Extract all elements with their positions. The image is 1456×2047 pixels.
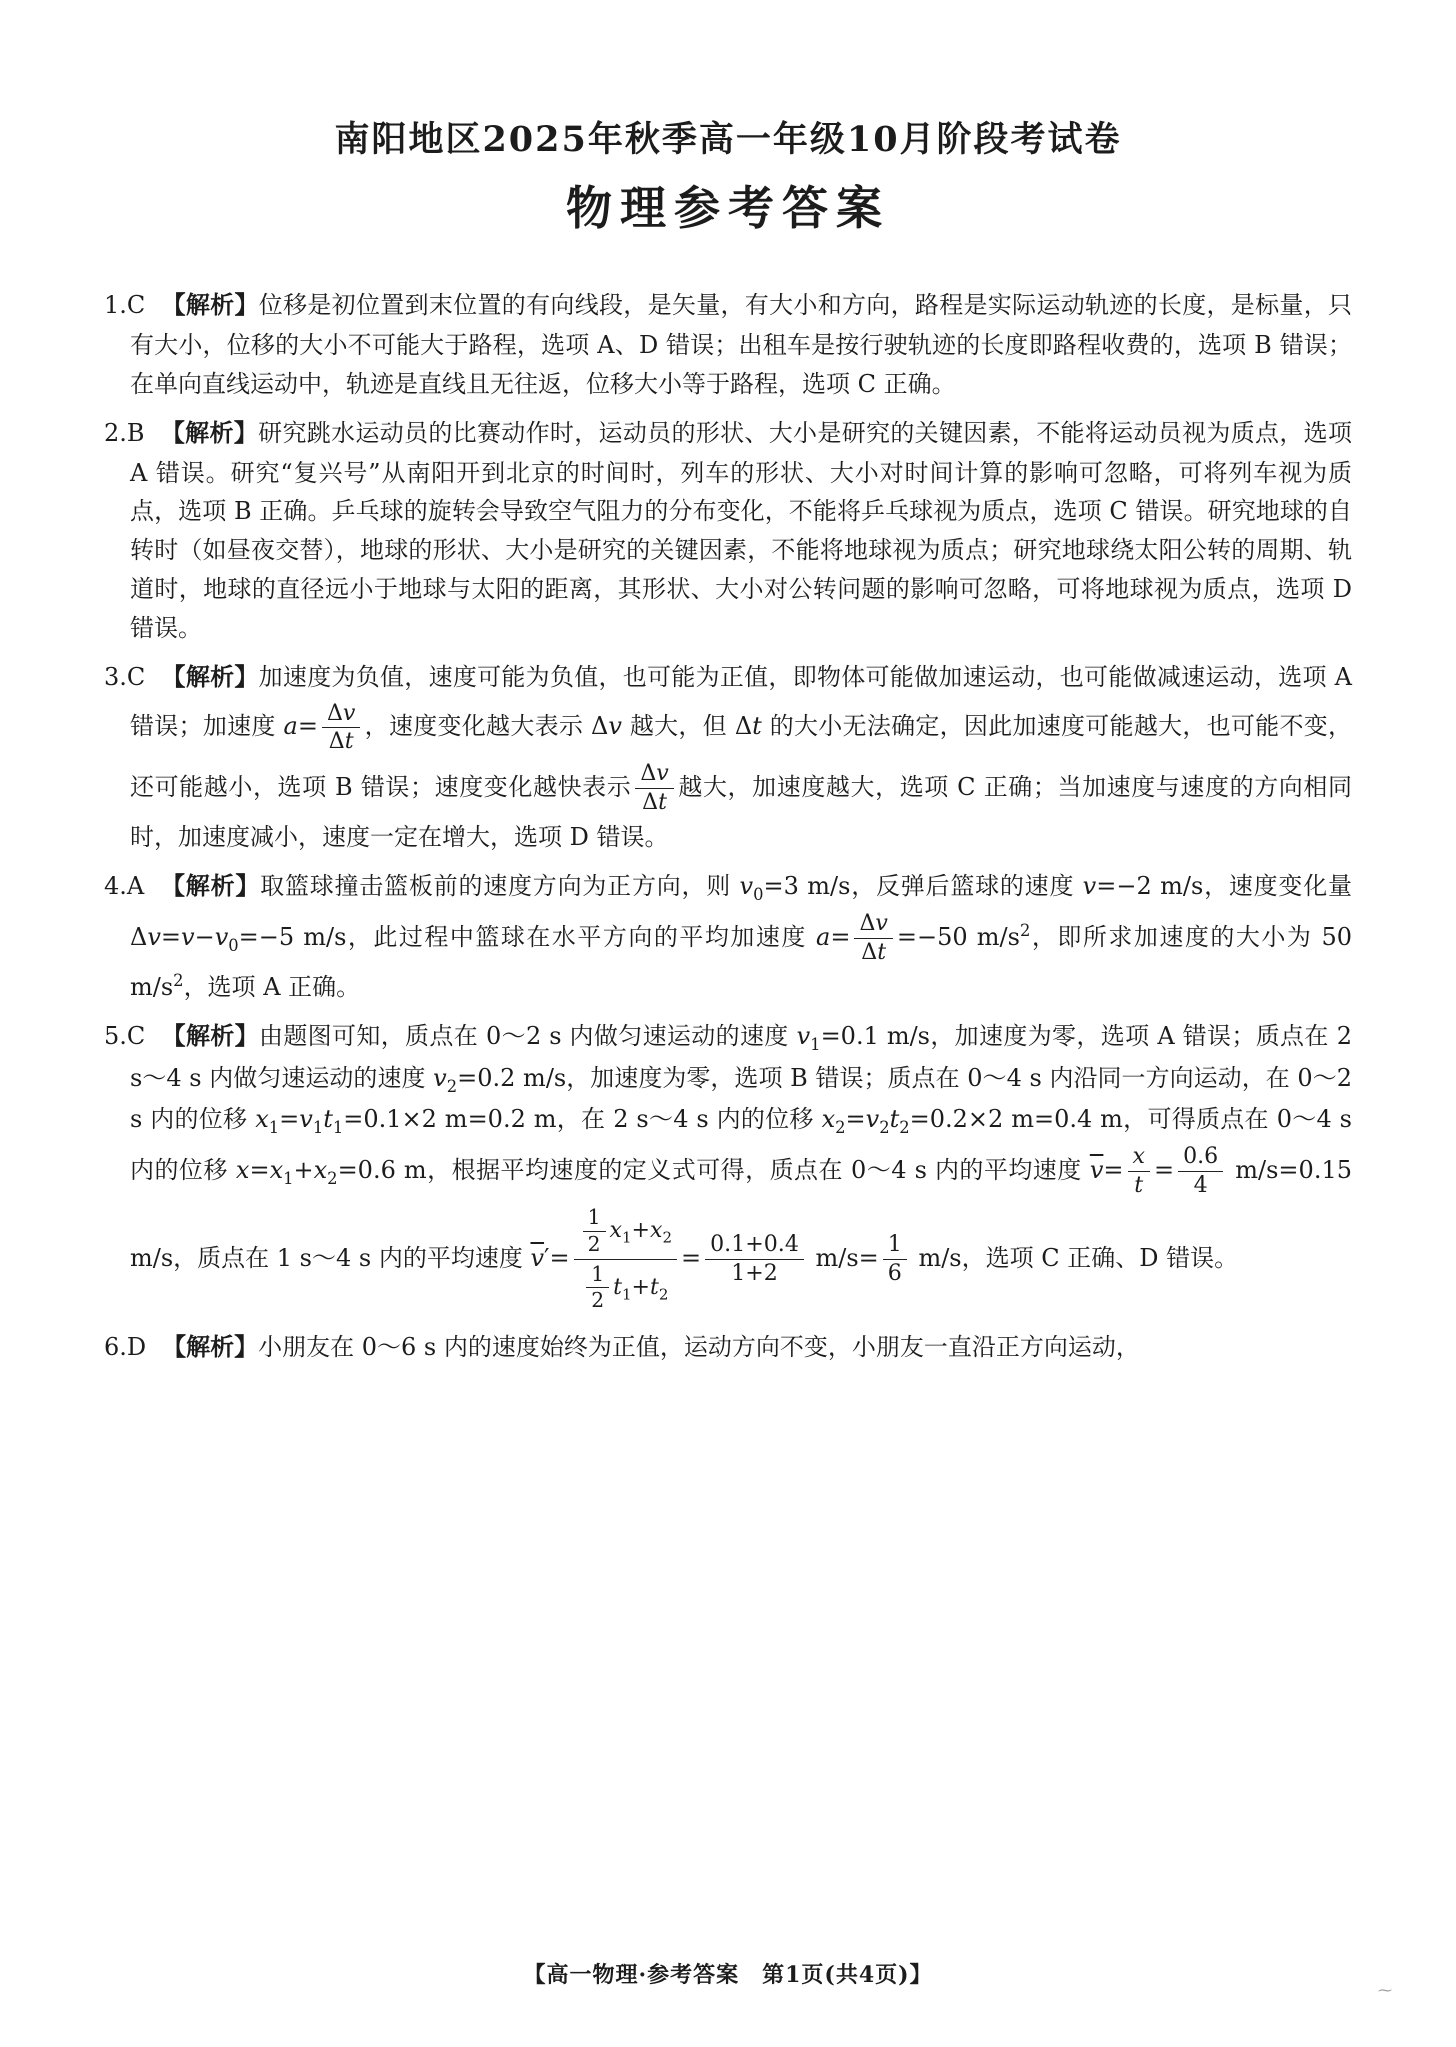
variable: x (313, 1155, 328, 1184)
variable: v (214, 922, 229, 951)
subscript: 2 (879, 1117, 890, 1137)
superscript: 2 (173, 971, 184, 991)
answer-number: 5.C (104, 1022, 146, 1051)
subscript: 0 (228, 935, 239, 955)
variable: t (344, 729, 354, 755)
answer-item (104, 1328, 1352, 1368)
variable: v (342, 700, 356, 726)
answer-text: 小朋友在 0～6 s 内的速度始终为正值，运动方向不变，小朋友一直沿正方向运动， (258, 1332, 1140, 1361)
fraction: $\frac{0.1+0.4}{1+2}$ (705, 1231, 804, 1287)
variable: t (889, 1104, 900, 1133)
fraction: $\frac{1}{6}$ (883, 1231, 907, 1287)
variable: a (816, 922, 831, 951)
variable: v (1082, 872, 1097, 900)
variable: $\overline{v}$ (1089, 1155, 1104, 1184)
variable: v (181, 922, 195, 951)
subscript: 1 (268, 1117, 280, 1137)
variable: a (283, 712, 298, 741)
answer-number: 2.B (104, 418, 145, 447)
analysis-label: 【解析】 (160, 873, 261, 900)
answer-item (104, 414, 1352, 648)
subscript: 2 (835, 1117, 846, 1137)
variable: t (1134, 1172, 1144, 1198)
analysis-label: 【解析】 (161, 663, 259, 691)
analysis-label: 【解析】 (160, 419, 259, 447)
subscript: 2 (327, 1168, 338, 1188)
answer-text: 加速度为负值，速度可能为负值，也可能为正值，即物体可能做加速运动，也可能做减速运动，选项 A 错误；加速度 a= $\frac{\Delta v}{\Delta t}$ ，速度变化越大表示 Δv 越大，但 Δt 的大小无法确定，因此加速度可能越大，也可能不变，还可能越小，选项 B 错误；速度变化越快表示 $\frac{\Delta v}{\Delta t}$ 越大，加速度越大，选项 C 正确；当加速度与速度的方向相同时，加速度减小，速度一定在增大，选项 D 错误。 (130, 662, 1353, 852)
overbar-variable (1090, 1156, 1104, 1184)
variable: v (739, 872, 754, 900)
variable: x (269, 1155, 284, 1184)
fraction: $\frac{1}{2}$ (586, 1262, 609, 1314)
answers-list (104, 286, 1352, 1368)
subscript: 2 (662, 1228, 673, 1247)
subscript: 1 (312, 1117, 324, 1137)
subscript: 1 (283, 1168, 294, 1188)
fraction: $\frac{\Delta v}{\Delta t}$ (635, 760, 673, 816)
variable: t (613, 1274, 622, 1300)
answer-number: 4.A (104, 872, 145, 900)
variable: v (147, 922, 161, 951)
analysis-label: 【解析】 (162, 1333, 259, 1361)
subscript: 1 (332, 1117, 344, 1137)
variable: x (650, 1218, 663, 1244)
answer-number: 1.C (104, 291, 146, 319)
fraction: $\frac{1}{2}$ $x_1+x_2$ $\frac{1}{2}$ $t_1+t_2$ (574, 1203, 677, 1316)
overbar-variable (530, 1244, 544, 1272)
answer-item (104, 1017, 1352, 1317)
variable: x (255, 1104, 269, 1133)
answer-number: 6.D (104, 1332, 147, 1361)
answer-item (104, 658, 1352, 857)
variable: x (235, 1155, 250, 1184)
exam-title: 南阳地区2025年秋季高一年级10月阶段考试卷 (334, 119, 1122, 160)
subscript: 0 (753, 884, 764, 904)
answers-title: 物理参考答案 (566, 181, 890, 235)
subscript: 2 (658, 1285, 669, 1304)
variable: v (299, 1104, 313, 1133)
answer-text: 由题图可知，质点在 0～2 s 内做匀速运动的速度 $v_1=0.1$ m/s，加速度为零，选项 A 错误；质点在 2 s～4 s 内做匀速运动的速度 $v_2=0.2$ m/s，加速度为零，选项 B 错误；质点在 0～4 s 内沿同一方向运动，在 0～2 s 内的位移 $x_1=v_1t_1=0.1\times 2$ m=0.2 m，在 2 s～4 s 内的位移 $x_2=v_2t_2=0.2\times 2$ m=0.4 m，可得质点在 0～4 s 内的位移 $x=x_1+x_2=0.6$ m，根据平均速度的定义式可得，质点在 0～4 s 内的平均速度 $\overline{v}=$ $\frac{x}{t}$ = $\frac{0.6}{4}$ m/s=0.15 m/s，质点在 1 s～4 s 内的平均速度 $\overline{v}'=$ $\frac{1}{2}$ $x_1+x_2$ $\frac{1}{2}$ $t_1+t_2$ = $\frac{0.1+0.4}{1+2}$ m/s= $\frac{1}{6}$ m/s，选项 C 正确、D 错误。 (130, 1022, 1352, 1272)
variable: t (650, 1274, 659, 1300)
fraction (1128, 1143, 1150, 1199)
subscript: 2 (446, 1076, 458, 1096)
variable: x (821, 1104, 836, 1133)
variable: x (1132, 1143, 1145, 1169)
variable: v (656, 760, 669, 786)
variable: $\overline{v}$ (530, 1243, 545, 1272)
variable: x (609, 1218, 622, 1244)
variable: v (865, 1104, 880, 1133)
variable: v (875, 911, 888, 937)
variable: t (323, 1104, 333, 1133)
variable: v (608, 712, 622, 741)
fraction: $\frac{1}{2}$ (583, 1205, 606, 1257)
analysis-label: 【解析】 (161, 1023, 259, 1051)
variable: v (796, 1022, 811, 1051)
answer-text: 位移是初位置到末位置的有向线段，是矢量，有大小和方向，路程是实际运动轨迹的长度，是标量，只有大小，位移的大小不可能大于路程，选项 A、D 错误；出租车是按行驶轨迹的长度即路程收费的，选项 B 错误；在单向直线运动中，轨迹是直线且无往返，位移大小等于路程，选项 C 正确。 (130, 291, 1353, 398)
scan-artifact: ⁓ (1378, 1982, 1392, 1999)
answer-item (104, 286, 1352, 404)
answer-text: 研究跳水运动员的比赛动作时，运动员的形状、大小是研究的关键因素，不能将运动员视为质点，选项 A 错误。研究“复兴号”从南阳开到北京的时间时，列车的形状、大小对时间计算的影响可忽略，可将列车视为质点，选项 B 正确。乒乓球的旋转会导致空气阻力的分布变化，不能将乒乓球视为质点，选项 C 错误。研究地球的自转时（如昼夜交替），地球的形状、大小是研究的关键因素，不能将地球视为质点；研究地球绕太阳公转的周期、轨道时，地球的直径远小于地球与太阳的距离，其形状、大小对公转问题的影响可忽略，可将地球视为质点，选项 D 错误。 (130, 418, 1352, 642)
page-footer: 【高一物理·参考答案 第1页(共4页)】 (523, 1962, 933, 1988)
answer-text: 取篮球撞击篮板前的速度方向为正方向，则 $v_0=3$ m/s，反弹后篮球的速度 v=−2 m/s，速度变化量 $\Delta v=v-v_0=-5$ m/s，此过程中篮球在水平方向的平均加速度 a= $\frac{\Delta v}{\Delta t}$ =−50 $m/s^2$，即所求加速度的大小为 50 $m/s^2$，选项 A 正确。 (130, 872, 1353, 1002)
variable: t (877, 939, 887, 965)
superscript: 2 (1019, 920, 1031, 940)
subscript: 1 (810, 1035, 821, 1055)
variable: t (658, 789, 667, 815)
subscript: 1 (621, 1285, 632, 1304)
subscript: 1 (621, 1228, 632, 1247)
fraction: $\frac{0.6}{4}$ (1178, 1143, 1223, 1199)
fraction: $\frac{\Delta v}{\Delta t}$ (322, 700, 360, 756)
answer-item (104, 867, 1352, 1007)
subscript: 2 (899, 1117, 910, 1137)
variable: t (752, 712, 762, 741)
answer-number: 3.C (104, 662, 146, 691)
variable: v (433, 1063, 447, 1092)
fraction: $\frac{\Delta v}{\Delta t}$ (854, 910, 892, 966)
analysis-label: 【解析】 (161, 292, 259, 319)
